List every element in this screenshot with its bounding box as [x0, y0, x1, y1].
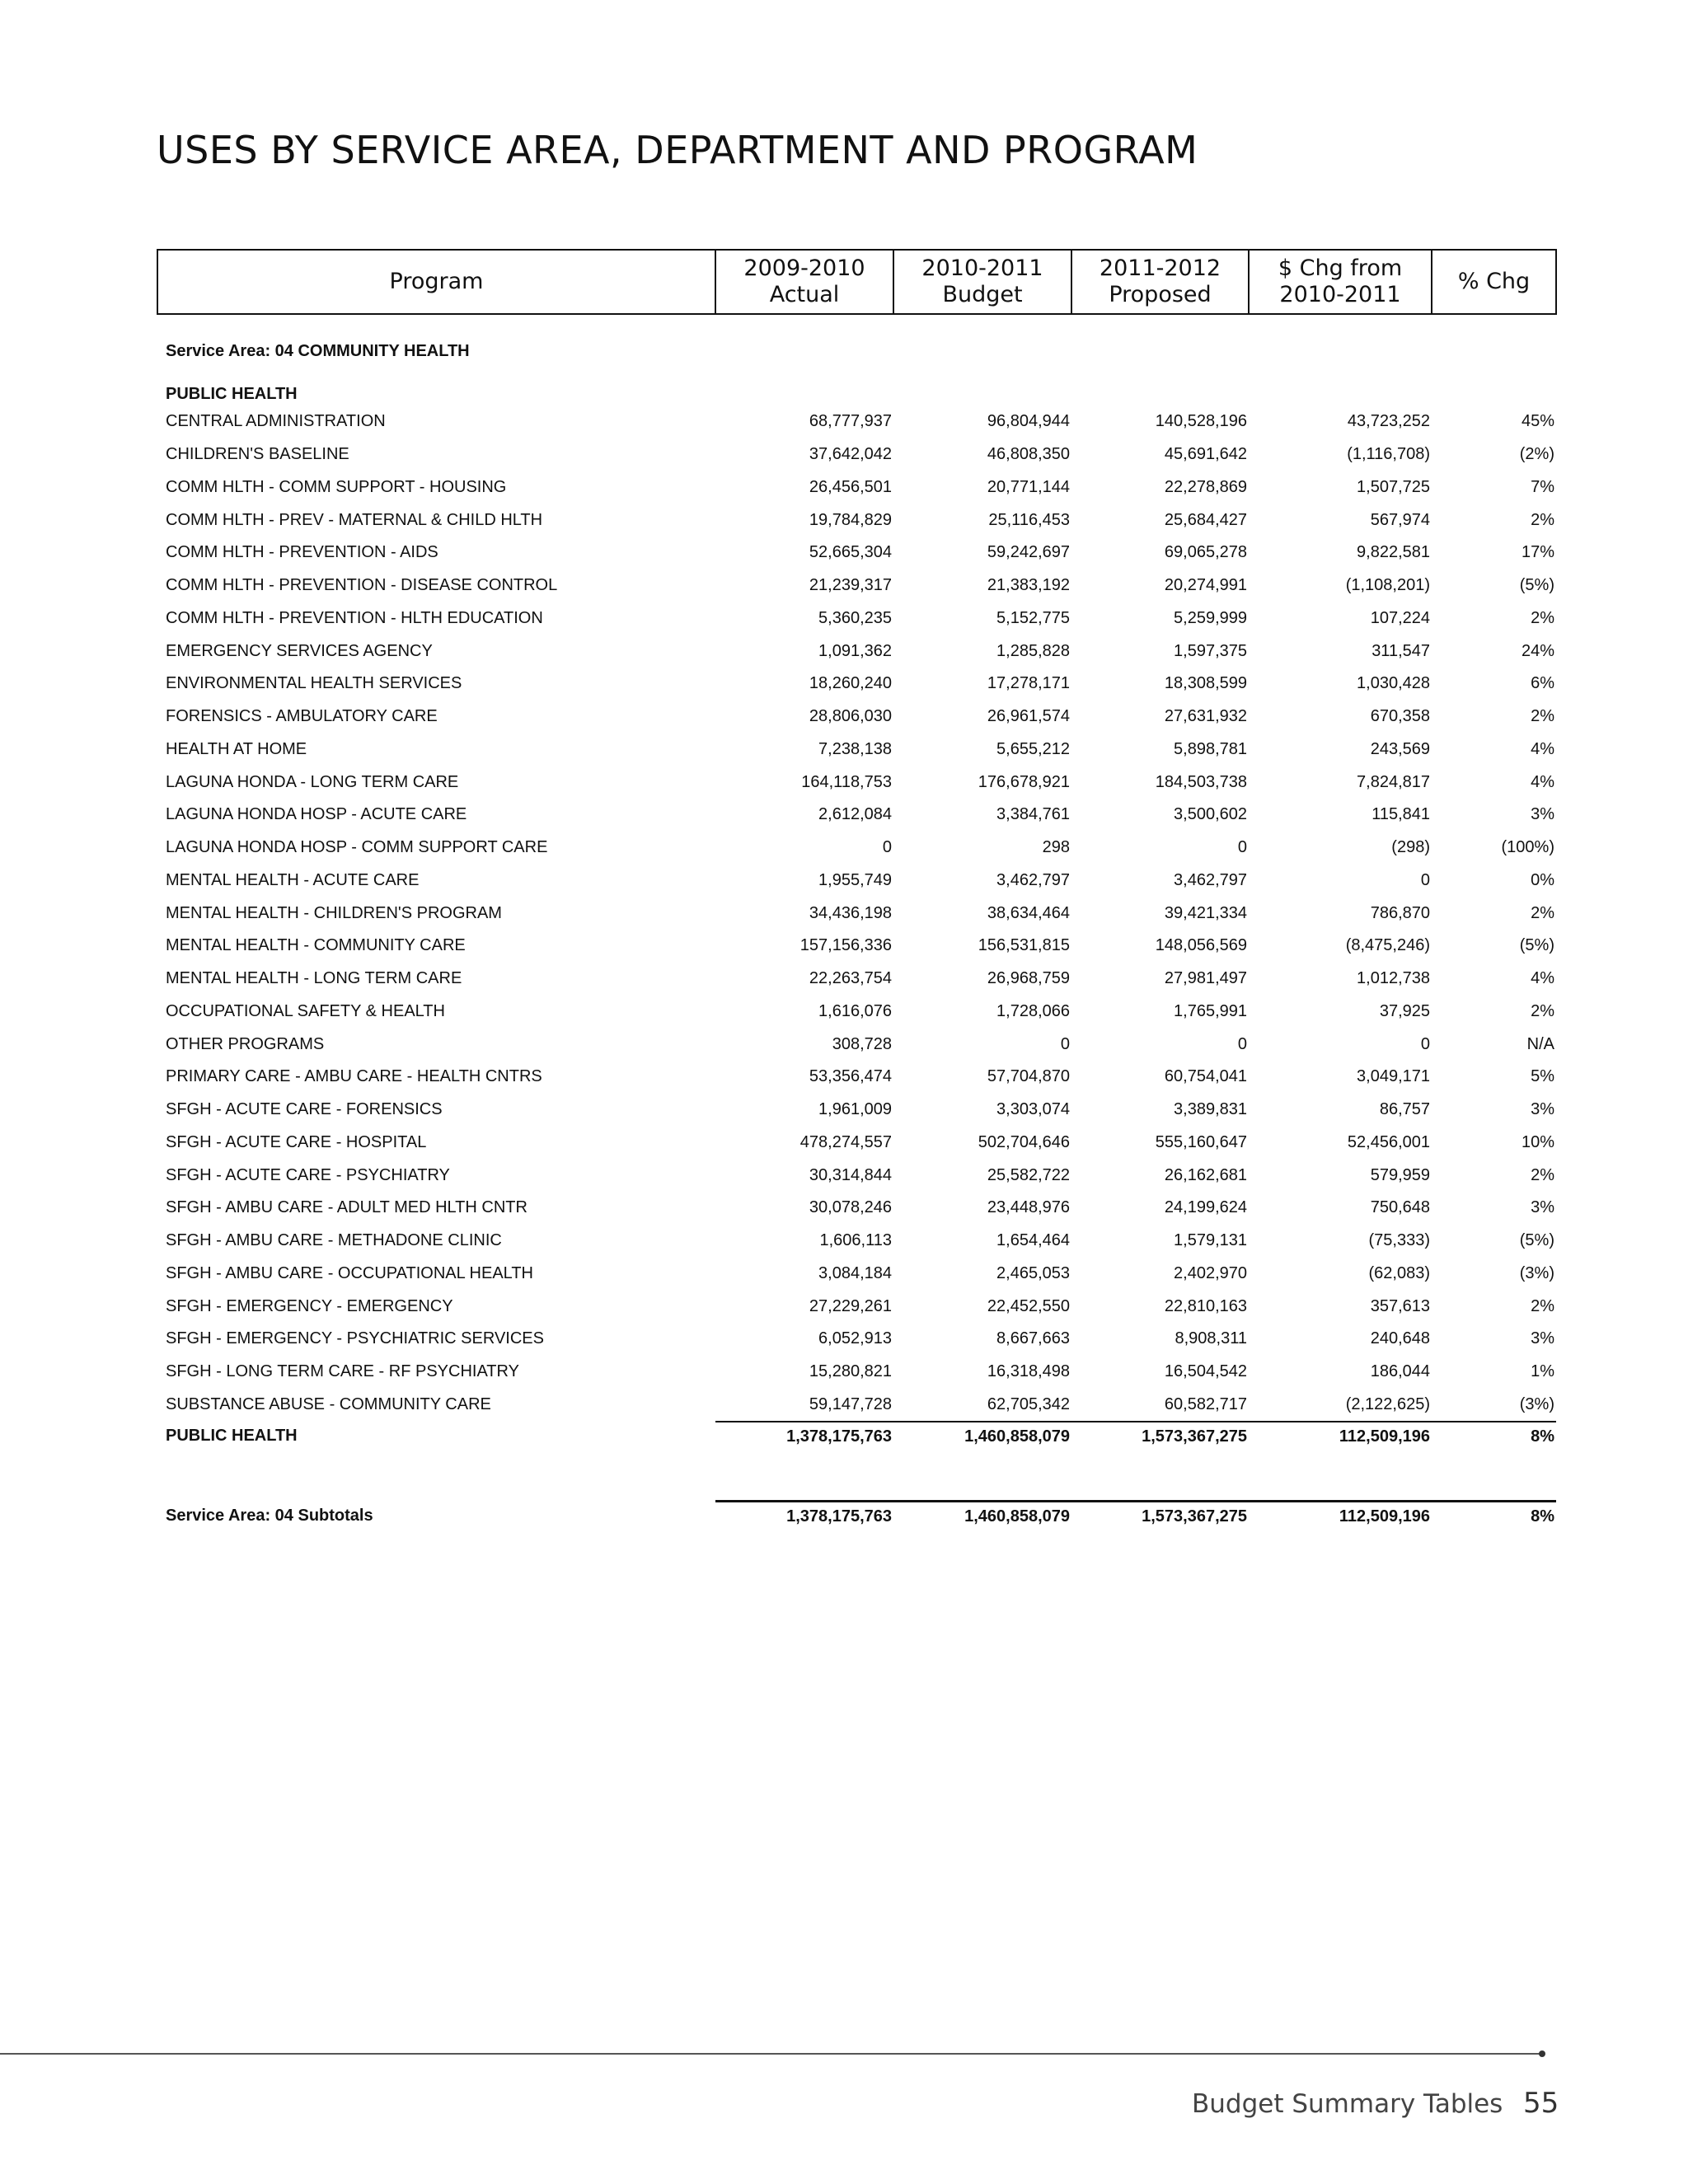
row-program: FORENSICS - AMBULATORY CARE — [166, 707, 438, 726]
row-actual: 28,806,030 — [809, 707, 892, 726]
row-budget: 3,462,797 — [996, 870, 1070, 889]
subtotal-change: 112,509,196 — [1249, 1502, 1432, 1544]
table-row — [157, 537, 1556, 569]
row-proposed: 1,579,131 — [1174, 1231, 1247, 1250]
row-program: SUBSTANCE ABUSE - COMMUNITY CARE — [166, 1395, 491, 1414]
row-actual: 157,156,336 — [799, 936, 892, 955]
header-2010-2011-budget: 2010-2011 Budget — [893, 250, 1071, 314]
row-proposed: 20,274,991 — [1164, 576, 1247, 595]
table-row — [157, 832, 1556, 865]
row-budget: 2,465,053 — [996, 1263, 1070, 1282]
row-actual: 6,052,913 — [818, 1329, 892, 1348]
row-percent: N/A — [1526, 1034, 1554, 1053]
row-percent: 5% — [1531, 1067, 1554, 1086]
row-percent: 3% — [1531, 1198, 1554, 1217]
row-change: 37,925 — [1379, 1001, 1430, 1020]
department-row — [157, 381, 1556, 405]
row-actual: 68,777,937 — [809, 412, 892, 431]
table-row — [157, 1192, 1556, 1225]
subtotal-row — [157, 1502, 1556, 1544]
row-change: 7,824,817 — [1357, 772, 1430, 791]
row-budget: 1,654,464 — [996, 1231, 1070, 1250]
total-percent: 8% — [1432, 1422, 1556, 1460]
row-percent: 6% — [1531, 674, 1554, 693]
row-change: 1,012,738 — [1357, 969, 1430, 988]
row-program: OTHER PROGRAMS — [166, 1034, 325, 1053]
row-program: COMM HLTH - PREVENTION - HLTH EDUCATION — [166, 608, 543, 627]
row-percent: 2% — [1531, 1165, 1554, 1184]
row-actual: 37,642,042 — [809, 445, 892, 464]
table-row — [157, 1159, 1556, 1192]
row-program: CHILDREN'S BASELINE — [166, 445, 349, 464]
row-change: 243,569 — [1370, 739, 1430, 758]
row-percent: 3% — [1531, 1329, 1554, 1348]
row-change: 1,507,725 — [1357, 477, 1430, 496]
table-row — [157, 1356, 1556, 1389]
footer-divider-dot — [1539, 2050, 1545, 2057]
row-proposed: 184,503,738 — [1155, 772, 1247, 791]
row-proposed: 0 — [1237, 1034, 1247, 1053]
row-actual: 26,456,501 — [809, 477, 892, 496]
row-actual: 1,616,076 — [818, 1001, 892, 1020]
row-proposed: 39,421,334 — [1164, 903, 1247, 922]
row-proposed: 3,462,797 — [1174, 870, 1247, 889]
row-budget: 25,116,453 — [988, 510, 1070, 529]
row-change: 9,822,581 — [1357, 543, 1430, 562]
row-change: 86,757 — [1379, 1100, 1430, 1119]
table-row — [157, 1389, 1556, 1422]
header-percent-change: % Chg — [1432, 250, 1556, 314]
row-change: 579,959 — [1370, 1165, 1430, 1184]
row-program: LAGUNA HONDA - LONG TERM CARE — [166, 772, 459, 791]
row-percent: 2% — [1531, 608, 1554, 627]
row-program: LAGUNA HONDA HOSP - COMM SUPPORT CARE — [166, 838, 548, 857]
row-program: SFGH - LONG TERM CARE - RF PSYCHIATRY — [166, 1362, 519, 1381]
row-program: SFGH - AMBU CARE - ADULT MED HLTH CNTR — [166, 1198, 528, 1217]
total-change: 112,509,196 — [1249, 1422, 1432, 1460]
row-budget: 26,961,574 — [987, 707, 1070, 726]
table-row — [157, 963, 1556, 996]
row-change: (8,475,246) — [1345, 936, 1430, 955]
row-actual: 164,118,753 — [801, 772, 892, 791]
row-actual: 18,260,240 — [809, 674, 892, 693]
row-actual: 1,961,009 — [818, 1100, 892, 1119]
row-change: 1,030,428 — [1357, 674, 1430, 693]
row-budget: 8,667,663 — [996, 1329, 1070, 1348]
footer-divider — [0, 2053, 1543, 2055]
row-budget: 62,705,342 — [987, 1394, 1070, 1413]
service-area-row — [157, 314, 1556, 381]
table-row — [157, 733, 1556, 766]
row-change: 52,456,001 — [1347, 1132, 1430, 1151]
row-budget: 17,278,171 — [987, 674, 1070, 693]
row-program: COMM HLTH - PREV - MATERNAL & CHILD HLTH — [166, 510, 543, 529]
row-proposed: 8,908,311 — [1175, 1329, 1247, 1348]
row-program: HEALTH AT HOME — [166, 739, 307, 758]
row-change: 43,723,252 — [1347, 412, 1430, 431]
table-row — [157, 865, 1556, 898]
header-program: Program — [157, 250, 715, 314]
service-area-label: Service Area: 04 COMMUNITY HEALTH — [166, 341, 470, 360]
row-program: SFGH - EMERGENCY - EMERGENCY — [166, 1296, 453, 1315]
row-program: OCCUPATIONAL SAFETY & HEALTH — [166, 1001, 445, 1020]
table-body — [157, 314, 1556, 1544]
row-actual: 1,606,113 — [819, 1231, 892, 1250]
row-proposed: 148,056,569 — [1155, 936, 1247, 955]
row-actual: 59,147,728 — [809, 1394, 892, 1413]
row-program: COMM HLTH - PREVENTION - AIDS — [166, 543, 438, 562]
table-row — [157, 701, 1556, 733]
row-change: 107,224 — [1370, 608, 1430, 627]
row-proposed: 1,765,991 — [1174, 1001, 1247, 1020]
table-row — [157, 1094, 1556, 1127]
row-program: SFGH - AMBU CARE - METHADONE CLINIC — [166, 1231, 502, 1250]
row-budget: 0 — [1060, 1034, 1070, 1053]
row-actual: 308,728 — [832, 1034, 892, 1053]
row-proposed: 60,582,717 — [1164, 1394, 1247, 1413]
row-actual: 30,078,246 — [809, 1198, 892, 1217]
table-row — [157, 897, 1556, 930]
row-program: SFGH - ACUTE CARE - HOSPITAL — [166, 1132, 427, 1151]
table-row — [157, 1127, 1556, 1160]
department-total-row — [157, 1422, 1556, 1460]
row-actual: 52,665,304 — [809, 543, 892, 562]
row-actual: 27,229,261 — [809, 1296, 892, 1315]
row-proposed: 69,065,278 — [1164, 543, 1247, 562]
row-percent: 17% — [1521, 543, 1554, 562]
row-percent: 2% — [1531, 510, 1554, 529]
row-program: MENTAL HEALTH - ACUTE CARE — [166, 870, 420, 889]
row-proposed: 16,504,542 — [1164, 1362, 1247, 1381]
row-budget: 5,655,212 — [996, 739, 1070, 758]
page-title: USES BY SERVICE AREA, DEPARTMENT AND PROGRAM — [157, 128, 1198, 172]
row-proposed: 3,389,831 — [1174, 1100, 1247, 1119]
row-actual: 1,955,749 — [818, 870, 892, 889]
header-2011-2012-proposed: 2011-2012 Proposed — [1071, 250, 1249, 314]
row-proposed: 0 — [1237, 838, 1247, 857]
row-proposed: 25,684,427 — [1164, 510, 1247, 529]
row-program: SFGH - EMERGENCY - PSYCHIATRIC SERVICES — [166, 1329, 544, 1348]
row-budget: 46,808,350 — [987, 445, 1070, 464]
table-header — [157, 250, 1556, 314]
table-row — [157, 1061, 1556, 1094]
row-program: SFGH - ACUTE CARE - PSYCHIATRY — [166, 1165, 450, 1184]
row-budget: 59,242,697 — [987, 543, 1070, 562]
row-budget: 20,771,144 — [987, 477, 1070, 496]
header-2009-2010-actual: 2009-2010 Actual — [715, 250, 893, 314]
row-proposed: 22,278,869 — [1164, 477, 1247, 496]
row-percent: (5%) — [1519, 1231, 1554, 1250]
total-proposed: 1,573,367,275 — [1071, 1422, 1249, 1460]
row-change: 3,049,171 — [1357, 1067, 1430, 1086]
table-row — [157, 1290, 1556, 1323]
row-proposed: 5,898,781 — [1174, 739, 1247, 758]
row-actual: 15,280,821 — [809, 1362, 892, 1381]
row-change: 786,870 — [1370, 903, 1430, 922]
row-actual: 1,091,362 — [818, 641, 892, 660]
row-actual: 30,314,844 — [809, 1165, 892, 1184]
row-actual: 53,356,474 — [809, 1067, 892, 1086]
department-label: PUBLIC HEALTH — [166, 385, 298, 403]
row-budget: 57,704,870 — [987, 1067, 1070, 1086]
row-budget: 3,384,761 — [996, 805, 1070, 824]
row-program: COMM HLTH - PREVENTION - DISEASE CONTROL — [166, 576, 558, 595]
row-change: 115,841 — [1372, 805, 1430, 824]
row-program: MENTAL HEALTH - CHILDREN'S PROGRAM — [166, 903, 502, 922]
subtotal-label: Service Area: 04 Subtotals — [166, 1506, 373, 1525]
table-row — [157, 799, 1556, 832]
table-row — [157, 1028, 1556, 1061]
row-budget: 156,531,815 — [978, 936, 1070, 955]
row-program: SFGH - AMBU CARE - OCCUPATIONAL HEALTH — [166, 1263, 533, 1282]
row-percent: 4% — [1531, 772, 1554, 791]
row-percent: (3%) — [1519, 1394, 1554, 1413]
row-change: (1,116,708) — [1347, 445, 1430, 464]
row-change: (1,108,201) — [1345, 576, 1430, 595]
subtotal-budget: 1,460,858,079 — [893, 1502, 1071, 1544]
subtotal-percent: 8% — [1432, 1502, 1556, 1544]
row-percent: 7% — [1531, 477, 1554, 496]
row-program: MENTAL HEALTH - LONG TERM CARE — [166, 969, 462, 988]
row-percent: 0% — [1531, 870, 1554, 889]
table-row — [157, 766, 1556, 799]
row-budget: 3,303,074 — [996, 1100, 1070, 1119]
row-percent: (2%) — [1519, 445, 1554, 464]
row-percent: 3% — [1531, 1100, 1554, 1119]
row-actual: 0 — [882, 838, 892, 857]
table-row — [157, 1225, 1556, 1258]
row-percent: 4% — [1531, 969, 1554, 988]
row-actual: 22,263,754 — [809, 969, 892, 988]
subtotal-actual: 1,378,175,763 — [715, 1502, 893, 1544]
row-change: 0 — [1420, 870, 1430, 889]
table-row — [157, 668, 1556, 701]
table-row — [157, 602, 1556, 635]
row-proposed: 140,528,196 — [1155, 412, 1247, 431]
row-actual: 5,360,235 — [818, 608, 892, 627]
row-proposed: 555,160,647 — [1155, 1132, 1247, 1151]
table-row — [157, 1258, 1556, 1291]
row-program: LAGUNA HONDA HOSP - ACUTE CARE — [166, 805, 467, 824]
row-percent: (5%) — [1519, 576, 1554, 595]
table-row — [157, 405, 1556, 438]
row-proposed: 3,500,602 — [1174, 805, 1247, 824]
row-actual: 19,784,829 — [809, 510, 892, 529]
row-budget: 298 — [1042, 838, 1070, 857]
row-change: 750,648 — [1370, 1198, 1430, 1217]
row-change: 186,044 — [1370, 1362, 1430, 1381]
row-proposed: 22,810,163 — [1164, 1296, 1247, 1315]
row-program: PRIMARY CARE - AMBU CARE - HEALTH CNTRS — [166, 1067, 542, 1086]
row-proposed: 1,597,375 — [1174, 641, 1247, 660]
spacer-row — [157, 1460, 1556, 1502]
row-budget: 1,285,828 — [996, 641, 1070, 660]
row-budget: 5,152,775 — [996, 608, 1070, 627]
row-budget: 502,704,646 — [978, 1132, 1070, 1151]
row-program: COMM HLTH - COMM SUPPORT - HOUSING — [166, 477, 507, 496]
row-percent: 4% — [1531, 739, 1554, 758]
row-change: 240,648 — [1370, 1329, 1430, 1348]
row-proposed: 5,259,999 — [1174, 608, 1247, 627]
row-proposed: 18,308,599 — [1164, 674, 1247, 693]
row-budget: 38,634,464 — [987, 903, 1070, 922]
row-budget: 1,728,066 — [996, 1001, 1070, 1020]
table-row — [157, 996, 1556, 1029]
header-dollar-change: $ Chg from 2010-2011 — [1249, 250, 1432, 314]
row-percent: 45% — [1521, 412, 1554, 431]
row-budget: 26,968,759 — [987, 969, 1070, 988]
row-program: ENVIRONMENTAL HEALTH SERVICES — [166, 674, 462, 693]
row-proposed: 45,691,642 — [1164, 445, 1247, 464]
row-percent: 2% — [1531, 1001, 1554, 1020]
row-actual: 34,436,198 — [809, 903, 892, 922]
table-row — [157, 635, 1556, 668]
row-percent: (5%) — [1519, 936, 1554, 955]
row-proposed: 60,754,041 — [1164, 1067, 1247, 1086]
row-percent: 1% — [1531, 1362, 1554, 1381]
total-actual: 1,378,175,763 — [715, 1422, 893, 1460]
row-change: 0 — [1420, 1034, 1430, 1053]
row-proposed: 27,631,932 — [1164, 707, 1247, 726]
table-row — [157, 438, 1556, 471]
total-label: PUBLIC HEALTH — [166, 1427, 298, 1446]
total-budget: 1,460,858,079 — [893, 1422, 1071, 1460]
row-change: 670,358 — [1370, 707, 1430, 726]
table-row — [157, 471, 1556, 504]
row-change: 567,974 — [1370, 510, 1430, 529]
page-number: 55 — [1523, 2087, 1559, 2120]
row-program: CENTRAL ADMINISTRATION — [166, 412, 386, 431]
row-percent: (3%) — [1519, 1263, 1554, 1282]
row-change: (75,333) — [1368, 1231, 1430, 1250]
row-actual: 3,084,184 — [818, 1263, 892, 1282]
row-percent: (100%) — [1501, 838, 1554, 857]
row-proposed: 2,402,970 — [1174, 1263, 1247, 1282]
row-percent: 10% — [1521, 1132, 1554, 1151]
row-actual: 21,239,317 — [809, 576, 892, 595]
footer-section-label: Budget Summary Tables — [1192, 2089, 1503, 2119]
row-percent: 2% — [1531, 1296, 1554, 1315]
row-budget: 23,448,976 — [987, 1198, 1070, 1217]
row-change: 357,613 — [1370, 1296, 1430, 1315]
row-budget: 22,452,550 — [987, 1296, 1070, 1315]
table-row — [157, 1323, 1556, 1356]
row-change: 311,547 — [1372, 641, 1430, 660]
row-proposed: 26,162,681 — [1164, 1165, 1247, 1184]
row-percent: 3% — [1531, 805, 1554, 824]
row-budget: 25,582,722 — [987, 1165, 1070, 1184]
subtotal-proposed: 1,573,367,275 — [1071, 1502, 1249, 1544]
row-change: (62,083) — [1368, 1263, 1430, 1282]
table-row — [157, 569, 1556, 602]
row-actual: 2,612,084 — [818, 805, 892, 824]
table-row — [157, 930, 1556, 963]
row-proposed: 27,981,497 — [1164, 969, 1247, 988]
row-program: EMERGENCY SERVICES AGENCY — [166, 641, 433, 660]
row-budget: 16,318,498 — [987, 1362, 1070, 1381]
row-actual: 7,238,138 — [818, 739, 892, 758]
budget-table — [157, 249, 1557, 1544]
row-percent: 2% — [1531, 903, 1554, 922]
row-change: (2,122,625) — [1345, 1394, 1430, 1413]
row-budget: 176,678,921 — [978, 772, 1070, 791]
row-change: (298) — [1391, 838, 1430, 857]
row-percent: 24% — [1521, 641, 1554, 660]
row-program: SFGH - ACUTE CARE - FORENSICS — [166, 1100, 443, 1119]
row-proposed: 24,199,624 — [1164, 1198, 1247, 1217]
row-percent: 2% — [1531, 707, 1554, 726]
row-actual: 478,274,557 — [799, 1132, 892, 1151]
row-program: MENTAL HEALTH - COMMUNITY CARE — [166, 936, 466, 955]
row-budget: 21,383,192 — [987, 576, 1070, 595]
table-row — [157, 504, 1556, 537]
row-budget: 96,804,944 — [987, 412, 1070, 431]
